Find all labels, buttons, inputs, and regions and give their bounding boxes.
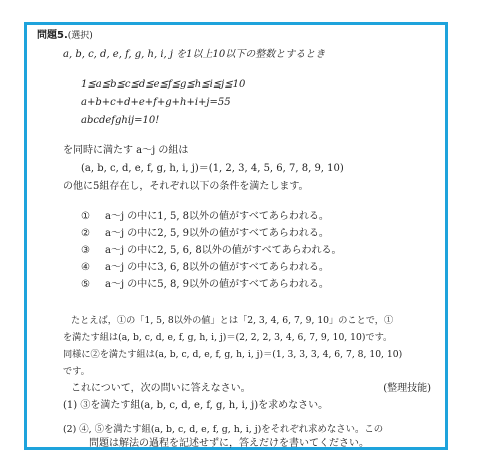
- condition-text: a～j の中に1, 5, 8以外の値がすべてあらわれる。: [105, 211, 329, 222]
- condition-text: a～j の中に2, 5, 6, 8以外の値がすべてあらわれる。: [105, 245, 342, 256]
- question-2-line-2: 問題は解法の過程を記述せずに，答えだけを書いてください。: [89, 438, 369, 449]
- condition-number: ①: [81, 211, 90, 222]
- condition-number: ④: [81, 262, 90, 273]
- problem-number: 問題5.: [37, 30, 68, 41]
- equation-product: abcdefghij=10!: [81, 115, 160, 126]
- example-line-1: たとえば，①の「1, 5, 8以外の値」とは「2, 3, 4, 6, 7, 9, 10」のことで，①: [71, 315, 394, 326]
- equation-order: 1≦a≦b≦c≦d≦e≦f≦g≦h≦i≦j≦10: [81, 79, 246, 90]
- example-line-4: です。: [63, 366, 90, 377]
- condition-5: [81, 279, 329, 291]
- example-line-2: を満たす組は(a, b, c, d, e, f, g, h, i, j)＝(2, 2, 2, 3, 4, 6, 7, 9, 10, 10)です。: [63, 332, 393, 343]
- skill-label: (整理技能): [383, 383, 431, 394]
- answer-prompt: これについて，次の問いに答えなさい。: [71, 383, 251, 394]
- tuple-line: (a, b, c, d, e, f, g, h, i, j)＝(1, 2, 3, 4, 5, 6, 7, 8, 9, 10): [81, 163, 344, 174]
- condition-number: ②: [81, 228, 90, 239]
- equation-sum: a+b+c+d+e+f+g+h+i+j=55: [81, 97, 231, 108]
- condition-2: [81, 228, 329, 240]
- example-line-3: 同様に②を満たす組は(a, b, c, d, e, f, g, h, i, j)＝(1, 3, 3, 3, 4, 6, 7, 8, 10, 10): [63, 349, 403, 360]
- condition-3: [81, 245, 342, 257]
- condition-text: a～j の中に3, 6, 8以外の値がすべてあらわれる。: [105, 262, 329, 273]
- problem-tag: (選択): [67, 31, 93, 41]
- problem-title: [37, 30, 93, 42]
- question-2-line-1: (2) ④, ⑤を満たす組(a, b, c, d, e, f, g, h, i, j)をそれぞれ求めなさい。この: [63, 424, 384, 435]
- question-1: (1) ③を満たす組(a, b, c, d, e, f, g, h, i, j)を求めなさい。: [63, 400, 329, 411]
- condition-text: a～j の中に5, 8, 9以外の値がすべてあらわれる。: [105, 279, 329, 290]
- satisfy-line: を同時に満たす a～j の組は: [63, 145, 189, 156]
- condition-text: a～j の中に2, 5, 9以外の値がすべてあらわれる。: [105, 228, 329, 239]
- intro-line: a, b, c, d, e, f, g, h, i, j を1以上10以下の整数とするとき: [63, 49, 326, 60]
- condition-4: [81, 262, 329, 274]
- other-line: の他に5組存在し，それぞれ以下の条件を満たします。: [63, 181, 309, 192]
- condition-1: [81, 211, 329, 223]
- condition-number: ⑤: [81, 279, 90, 290]
- problem-frame: [24, 22, 448, 450]
- condition-number: ③: [81, 245, 90, 256]
